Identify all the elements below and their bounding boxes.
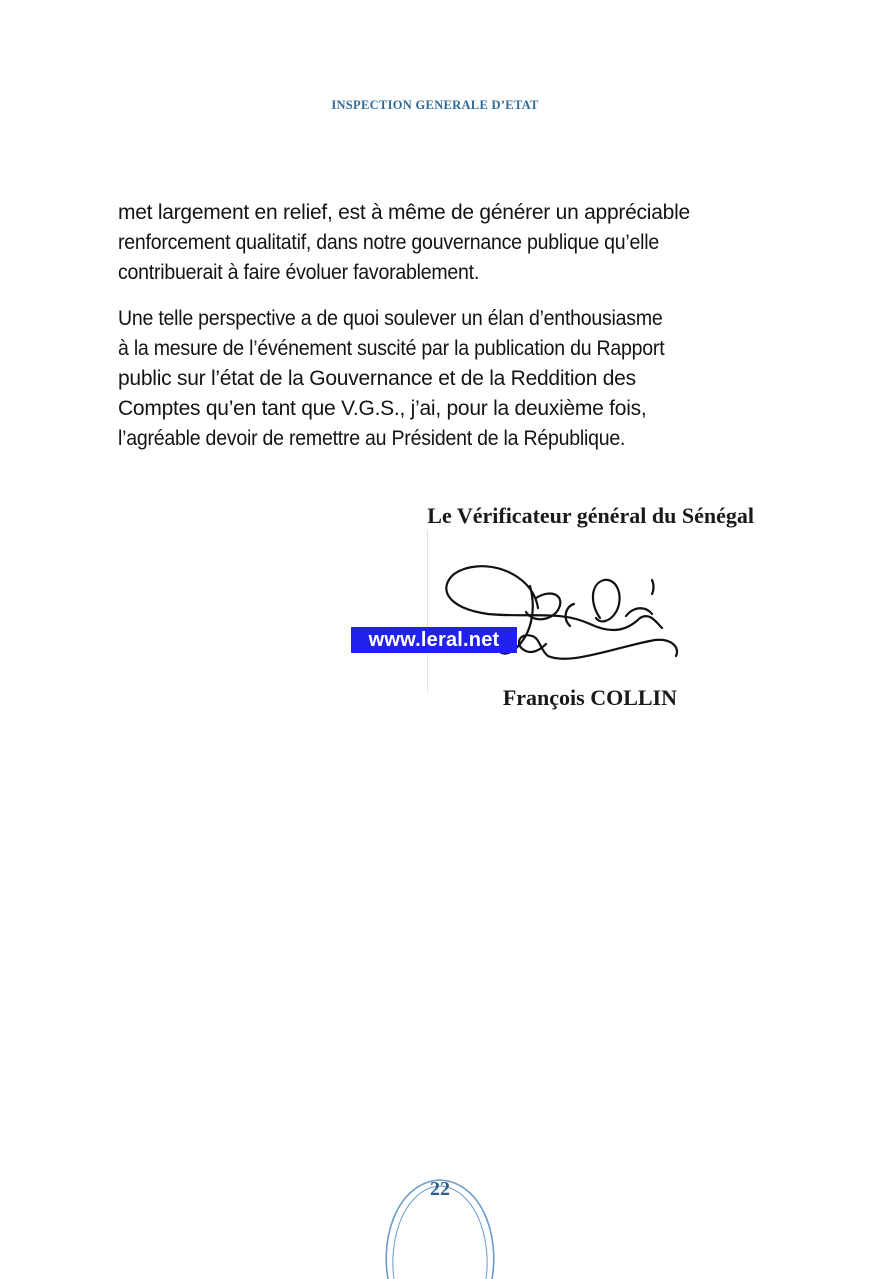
paragraph-1 — [118, 198, 758, 288]
paragraph-line: met largement en relief, est à même de générer un appréciable — [118, 201, 690, 224]
watermark-link[interactable]: www.leral.net — [351, 627, 517, 653]
signatory-title: Le Vérificateur général du Sénégal — [427, 503, 754, 528]
paragraph-line: public sur l’état de la Gouvernance et de la Reddition des — [118, 367, 636, 390]
paragraph-2 — [118, 304, 758, 454]
paragraph-line: l’agréable devoir de remettre au Président de la République. — [118, 427, 626, 450]
signatory-name: François COLLIN — [502, 685, 677, 710]
handwritten-signature — [440, 548, 690, 673]
paragraph-line: à la mesure de l’événement suscité par la publication du Rapport — [118, 337, 665, 360]
page-number: 22 — [430, 1178, 450, 1200]
paragraph-line: Comptes qu’en tant que V.G.S., j’ai, pour la deuxième fois, — [118, 397, 647, 420]
page-header: INSPECTION GENERALE D’ETAT — [331, 98, 539, 112]
paragraph-line: Une telle perspective a de quoi soulever un élan d’enthousiasme — [118, 307, 663, 330]
paragraph-line: renforcement qualitatif, dans notre gouvernance publique qu’elle — [118, 231, 660, 254]
signature-divider — [427, 530, 428, 692]
paragraph-line: contribuerait à faire évoluer favorablement. — [118, 261, 480, 284]
